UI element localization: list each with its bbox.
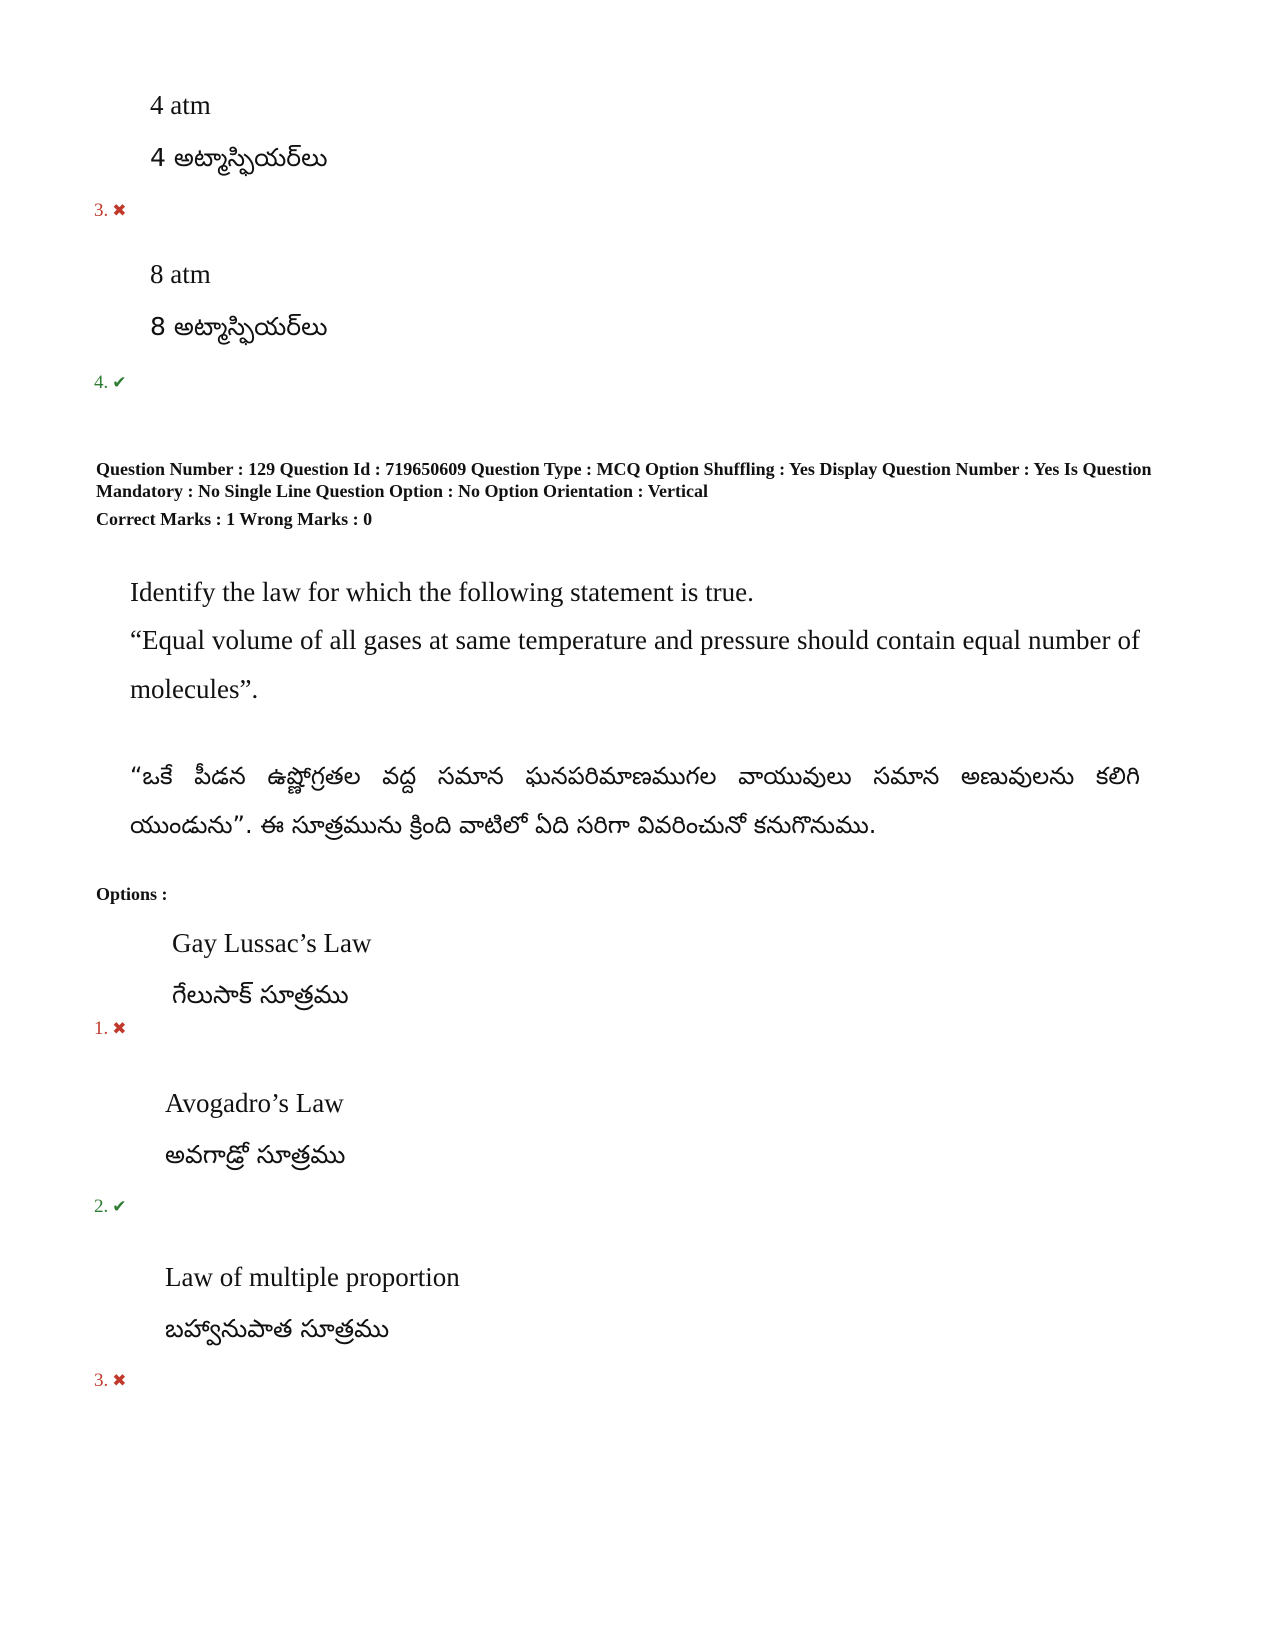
prev-option-3-te: 4 అట్మాస్ఫియర్‌లు (150, 143, 328, 172)
wrong-icon: ✖ (112, 201, 127, 221)
prev-option-4-en: 8 atm (150, 259, 211, 289)
prev-option-3-en: 4 atm (150, 90, 211, 120)
option-2-en: Avogadro’s Law (165, 1088, 344, 1118)
prev-option-3-marker (94, 200, 127, 222)
question-text-en-2: “Equal volume of all gases at same temperature and pressure should contain equal number of molecules”. (130, 625, 1140, 704)
question-text-en-1: Identify the law for which the following statement is true. (130, 577, 754, 607)
prev-option-4-te: 8 అట్మాస్ఫియర్‌లు (150, 312, 328, 341)
check-icon: ✔ (112, 373, 127, 393)
wrong-icon: ✖ (112, 1371, 127, 1391)
option-3-marker (94, 1370, 127, 1392)
option-3-en: Law of multiple proportion (165, 1262, 460, 1292)
option-2-te: అవగాడ్రో సూత్రము (165, 1140, 346, 1169)
option-number: 1. (94, 1018, 109, 1039)
option-number: 3. (94, 1370, 109, 1391)
check-icon: ✔ (112, 1197, 127, 1217)
prev-option-4-marker (94, 372, 127, 394)
option-1-en: Gay Lussac’s Law (172, 928, 372, 958)
options-label: Options : (96, 884, 168, 904)
option-number: 3. (94, 200, 109, 221)
question-text-te: “ఒకే పీడన ఉష్ణోగ్రతల వద్ద సమాన ఘనపరిమాణముగల వాయువులు సమాన అణువులను కలిగి యుండును”. ఈ సూత్రమును క్రింది వాటిలో ఏది సరిగా వివరించునో కనుగొనుము. (130, 762, 1140, 839)
option-number: 4. (94, 372, 109, 393)
option-1-te: గేలుసాక్ సూత్రము (172, 980, 349, 1009)
question-meta: Question Number : 129 Question Id : 719650609 Question Type : MCQ Option Shuffling : Yes Display Question Number : Yes Is Question Mandatory : No Single Line Question Option : No Option Orientation : Vertical (96, 459, 1152, 501)
option-2-marker (94, 1196, 127, 1218)
option-number: 2. (94, 1196, 109, 1217)
question-marks: Correct Marks : 1 Wrong Marks : 0 (96, 509, 373, 529)
option-3-te: బహ్వానుపాత సూత్రము (165, 1314, 390, 1343)
wrong-icon: ✖ (112, 1019, 127, 1039)
option-1-marker (94, 1018, 127, 1040)
